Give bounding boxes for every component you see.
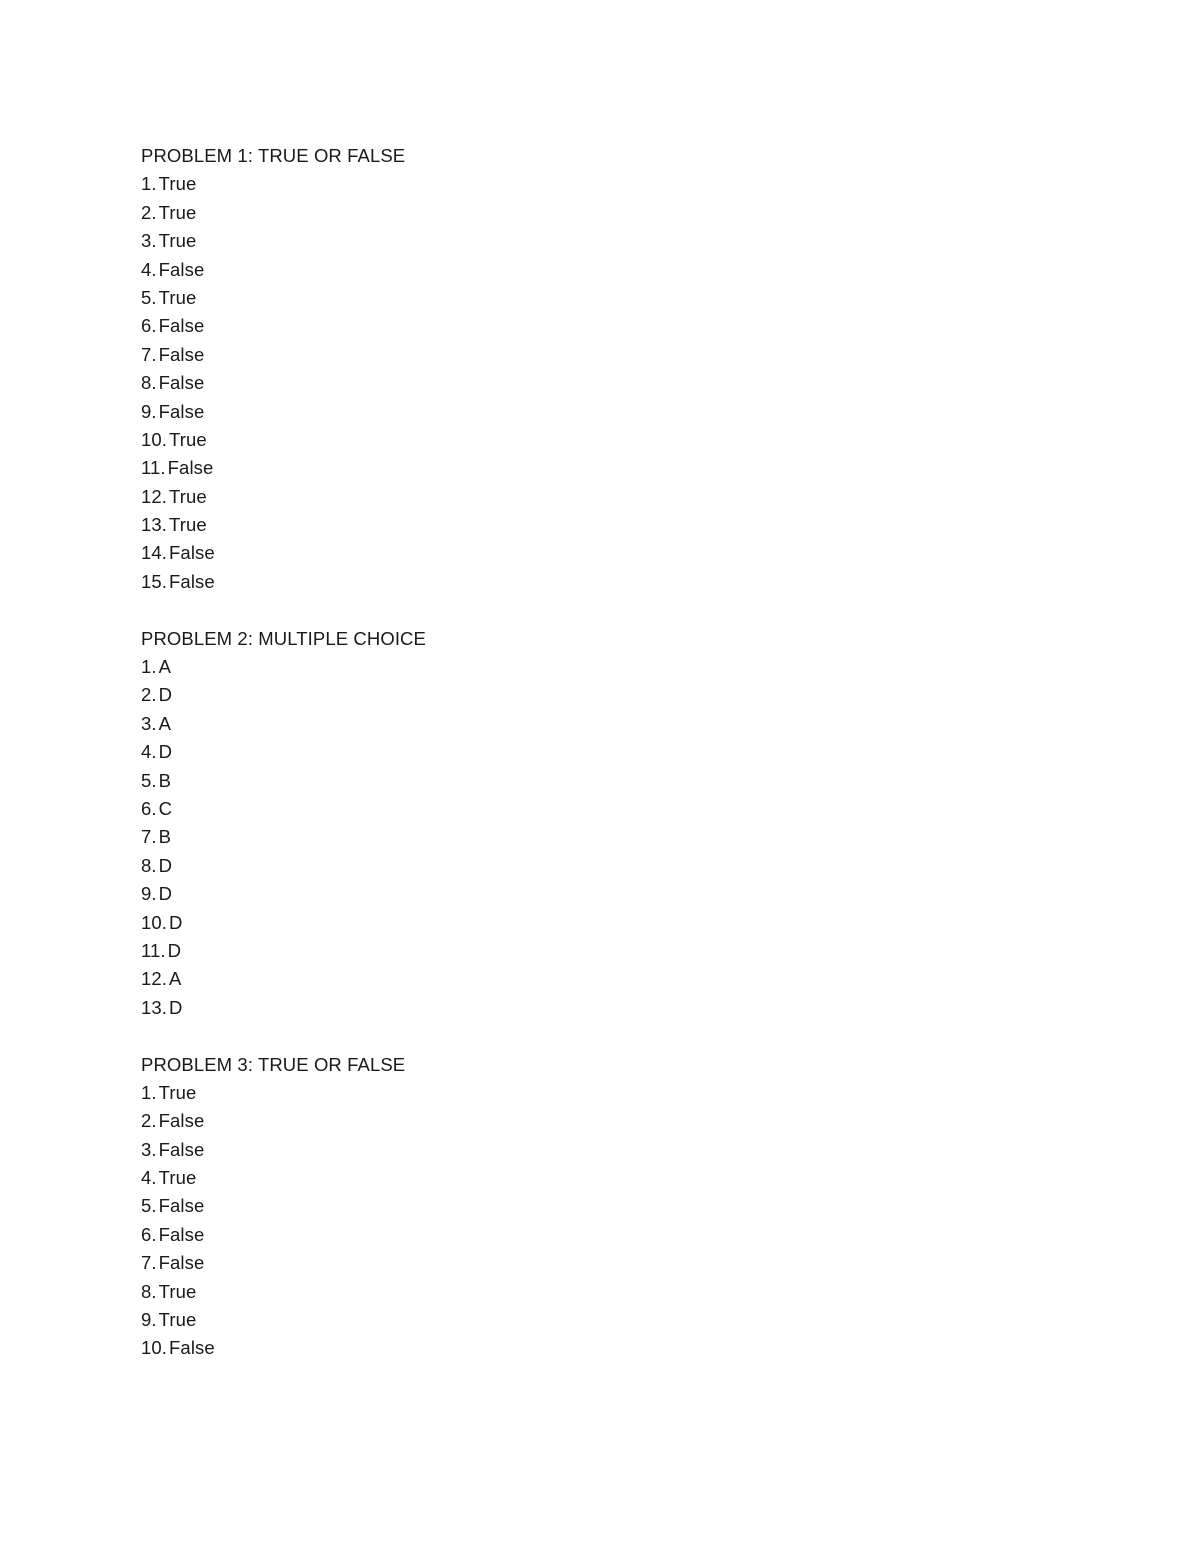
item-number: 2. xyxy=(141,1110,157,1132)
item-answer: True xyxy=(169,485,207,507)
item-number: 3. xyxy=(141,712,157,734)
section-spacer xyxy=(141,596,1041,624)
item-answer: True xyxy=(158,173,197,195)
item-answer: True xyxy=(158,286,197,308)
answer-item xyxy=(141,539,1041,567)
item-number: 1. xyxy=(141,173,157,195)
item-answer: True xyxy=(158,1280,197,1302)
answer-item xyxy=(141,341,1041,369)
answer-item xyxy=(141,454,1041,482)
answer-item xyxy=(141,1306,1041,1334)
item-number: 7. xyxy=(141,1252,157,1274)
answer-item xyxy=(141,312,1041,340)
item-answer: True xyxy=(169,428,207,450)
item-answer: A xyxy=(158,656,172,678)
item-answer: True xyxy=(158,230,197,252)
item-answer: False xyxy=(169,1337,215,1359)
item-number: 6. xyxy=(141,315,157,337)
item-answer: False xyxy=(158,258,205,280)
answer-item xyxy=(141,483,1041,511)
item-answer: D xyxy=(158,854,173,876)
answer-item xyxy=(141,256,1041,284)
item-answer: False xyxy=(169,542,215,564)
item-answer: False xyxy=(167,457,214,479)
item-answer: True xyxy=(169,514,207,536)
item-answer: A xyxy=(158,712,172,734)
item-number: 4. xyxy=(141,258,157,280)
answer-item xyxy=(141,795,1041,823)
item-answer: B xyxy=(158,826,172,848)
answer-item xyxy=(141,909,1041,937)
item-answer: False xyxy=(158,400,205,422)
answer-item xyxy=(141,1221,1041,1249)
answer-item xyxy=(141,227,1041,255)
item-number: 13. xyxy=(141,996,168,1018)
item-number: 14. xyxy=(141,542,168,564)
item-number: 3. xyxy=(141,1138,157,1160)
item-number: 5. xyxy=(141,769,157,791)
item-answer: D xyxy=(169,996,183,1018)
answer-item xyxy=(141,1334,1041,1362)
item-number: 1. xyxy=(141,656,157,678)
item-answer: D xyxy=(169,911,183,933)
answer-item xyxy=(141,937,1041,965)
item-number: 12. xyxy=(141,485,168,507)
answer-item xyxy=(141,965,1041,993)
item-answer: False xyxy=(158,1110,205,1132)
item-answer: False xyxy=(158,372,205,394)
answer-item xyxy=(141,369,1041,397)
item-number: 5. xyxy=(141,286,157,308)
item-answer: D xyxy=(158,684,173,706)
item-number: 4. xyxy=(141,741,157,763)
item-answer: True xyxy=(158,1309,197,1331)
answer-item xyxy=(141,823,1041,851)
item-answer: False xyxy=(169,570,215,592)
item-number: 9. xyxy=(141,1309,157,1331)
item-number: 11. xyxy=(141,457,166,479)
item-answer: False xyxy=(158,1138,205,1160)
item-answer: A xyxy=(169,968,182,990)
item-number: 1. xyxy=(141,1081,157,1103)
section-heading: PROBLEM 3: TRUE OR FALSE xyxy=(141,1053,406,1075)
item-answer: True xyxy=(158,201,197,223)
item-number: 12. xyxy=(141,968,168,990)
answer-item xyxy=(141,1278,1041,1306)
item-number: 6. xyxy=(141,1223,157,1245)
item-number: 8. xyxy=(141,1280,157,1302)
item-number: 10. xyxy=(141,1337,168,1359)
item-number: 7. xyxy=(141,343,157,365)
answer-item xyxy=(141,880,1041,908)
item-number: 5. xyxy=(141,1195,157,1217)
answer-item xyxy=(141,511,1041,539)
answer-item xyxy=(141,1249,1041,1277)
section-spacer xyxy=(141,1022,1041,1050)
item-number: 9. xyxy=(141,883,157,905)
answer-item xyxy=(141,398,1041,426)
answer-item xyxy=(141,1079,1041,1107)
answer-item xyxy=(141,568,1041,596)
item-answer: False xyxy=(158,315,205,337)
item-answer: True xyxy=(158,1167,197,1189)
answer-item xyxy=(141,1164,1041,1192)
section-heading: PROBLEM 1: TRUE OR FALSE xyxy=(141,145,406,166)
answer-item xyxy=(141,199,1041,227)
item-number: 2. xyxy=(141,684,157,706)
item-answer: D xyxy=(158,741,173,763)
answer-item xyxy=(141,284,1041,312)
answer-key-content xyxy=(141,142,1041,1363)
item-number: 11. xyxy=(141,939,166,961)
item-number: 10. xyxy=(141,911,168,933)
answer-item xyxy=(141,994,1041,1022)
answer-item xyxy=(141,426,1041,454)
item-answer: D xyxy=(158,883,173,905)
item-number: 13. xyxy=(141,514,168,536)
answer-item xyxy=(141,1107,1041,1135)
answer-item xyxy=(141,738,1041,766)
item-number: 10. xyxy=(141,428,168,450)
answer-item xyxy=(141,653,1041,681)
item-number: 9. xyxy=(141,400,157,422)
item-answer: D xyxy=(167,939,182,961)
item-number: 15. xyxy=(141,570,168,592)
item-answer: False xyxy=(158,343,205,365)
item-number: 7. xyxy=(141,826,157,848)
answer-item xyxy=(141,1192,1041,1220)
item-number: 4. xyxy=(141,1167,157,1189)
item-number: 8. xyxy=(141,372,157,394)
section-heading: PROBLEM 2: MULTIPLE CHOICE xyxy=(141,627,426,649)
answer-item xyxy=(141,767,1041,795)
item-number: 8. xyxy=(141,854,157,876)
item-answer: False xyxy=(158,1195,205,1217)
item-answer: B xyxy=(158,769,172,791)
answer-item xyxy=(141,710,1041,738)
answer-item xyxy=(141,1136,1041,1164)
item-answer: False xyxy=(158,1252,205,1274)
item-number: 6. xyxy=(141,797,157,819)
item-answer: False xyxy=(158,1223,205,1245)
answer-item xyxy=(141,852,1041,880)
answer-item xyxy=(141,681,1041,709)
item-number: 3. xyxy=(141,230,157,252)
item-number: 2. xyxy=(141,201,157,223)
item-answer: C xyxy=(158,797,173,819)
item-answer: True xyxy=(158,1081,197,1103)
answer-item xyxy=(141,170,1041,198)
